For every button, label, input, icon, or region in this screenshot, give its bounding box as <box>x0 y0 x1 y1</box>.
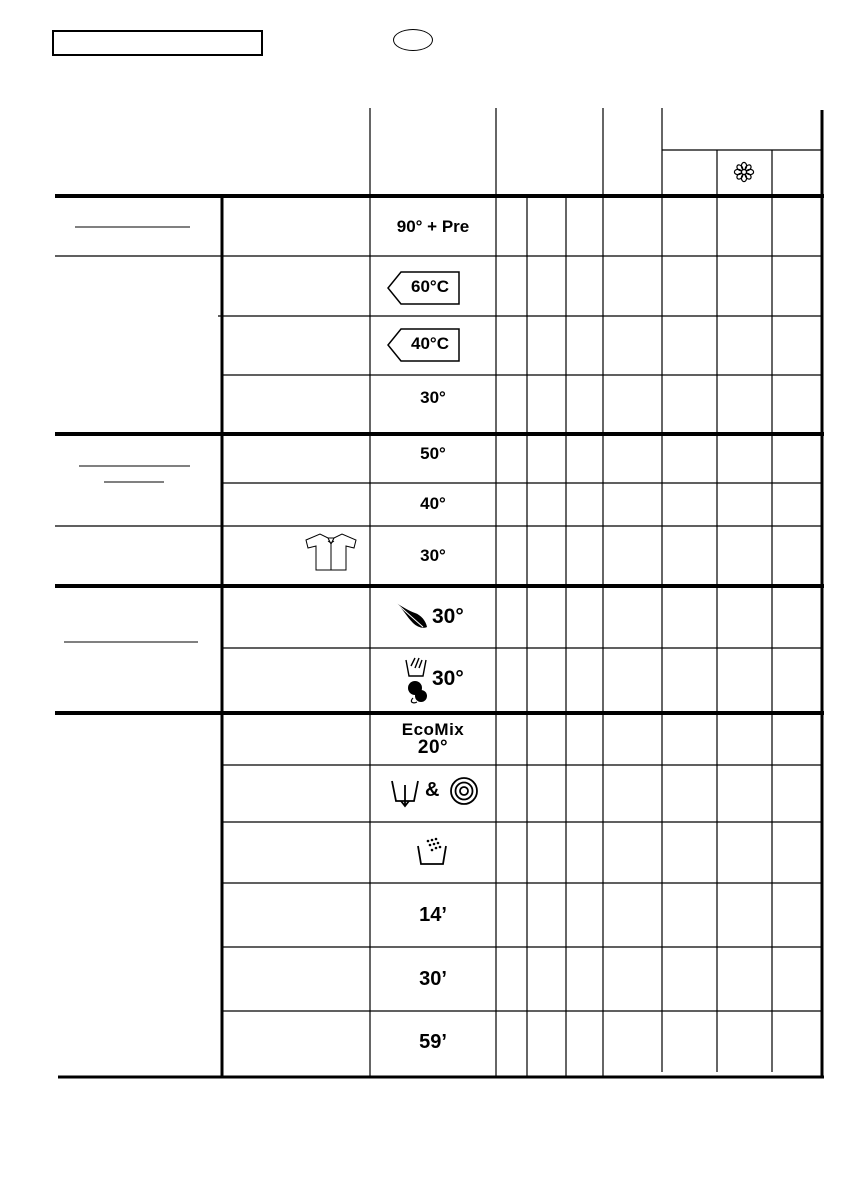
program-ecomix-line1: EcoMix <box>401 720 465 739</box>
program-40c-label: 40°C <box>411 334 449 353</box>
program-40: 40° <box>420 494 446 513</box>
program-30-delicate: 30° <box>432 605 464 628</box>
program-60c-label: 60°C <box>411 277 449 296</box>
shirt-icon <box>302 530 360 577</box>
program-ecomix-line2: 20° <box>417 737 449 758</box>
handwash-wool-icon <box>403 652 431 711</box>
program-30: 30° <box>420 388 446 407</box>
program-90-pre: 90° + Pre <box>396 217 470 236</box>
feather-icon <box>393 601 429 638</box>
program-30min: 30’ <box>419 968 447 990</box>
drain-spin-ampersand: & <box>425 779 440 801</box>
flower-icon <box>733 161 755 188</box>
program-50: 50° <box>420 444 446 463</box>
program-30-wool: 30° <box>432 667 464 690</box>
program-ecomix <box>370 721 496 757</box>
program-14min: 14’ <box>419 904 447 926</box>
program-40c-tag <box>387 328 461 362</box>
program-30-shirts: 30° <box>420 546 446 565</box>
program-60c-tag <box>387 271 461 305</box>
rinse-icon <box>416 836 448 871</box>
program-59min: 59’ <box>419 1031 447 1053</box>
